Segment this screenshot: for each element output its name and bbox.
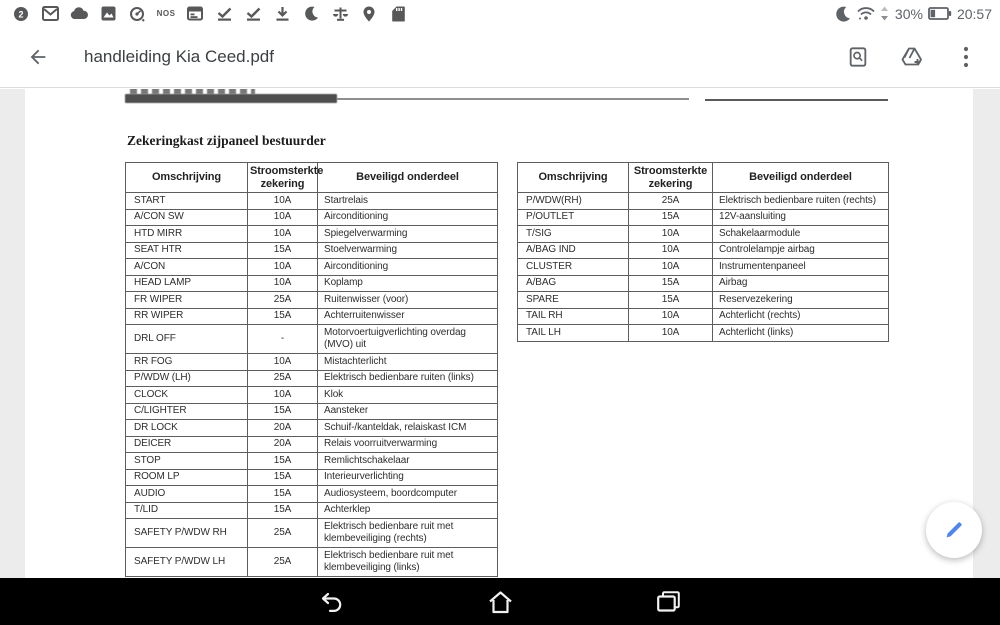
table-cell: CLUSTER bbox=[518, 259, 629, 276]
table-row bbox=[126, 469, 498, 486]
table-cell: 20A bbox=[248, 420, 318, 437]
table-cell: 10A bbox=[629, 242, 713, 259]
table-cell: 25A bbox=[248, 292, 318, 309]
table-cell: 10A bbox=[248, 354, 318, 371]
table-cell: 10A bbox=[248, 387, 318, 404]
table-row bbox=[126, 242, 498, 259]
table-cell: Elektrisch bedienbare ruiten (rechts) bbox=[713, 193, 889, 210]
svg-text:2: 2 bbox=[18, 9, 24, 19]
column-header: Omschrijving bbox=[518, 163, 629, 193]
table-cell: Aansteker bbox=[318, 403, 498, 420]
table-cell: Instrumentenpaneel bbox=[713, 259, 889, 276]
table-cell: Airconditioning bbox=[318, 259, 498, 276]
app-notification-circle-icon bbox=[12, 5, 30, 23]
table-cell: 10A bbox=[629, 308, 713, 325]
table-row bbox=[126, 193, 498, 210]
download-done-icon bbox=[273, 5, 291, 23]
table-cell: Controlelampje airbag bbox=[713, 242, 889, 259]
network-activity-icon bbox=[880, 5, 890, 23]
table-row bbox=[126, 403, 498, 420]
table-cell: 15A bbox=[248, 453, 318, 470]
table-cell: Motorvoertuigverlichting overdag (MVO) uit bbox=[318, 325, 498, 354]
table-cell: 12V-aansluiting bbox=[713, 209, 889, 226]
table-cell: HEAD LAMP bbox=[126, 275, 248, 292]
column-header: Omschrijving bbox=[126, 163, 248, 193]
table-cell: Elektrisch bedienbare ruit met klembeveiliging (rechts) bbox=[318, 519, 498, 548]
table-cell: Koplamp bbox=[318, 275, 498, 292]
table-row bbox=[518, 325, 889, 342]
table-cell: 15A bbox=[248, 308, 318, 325]
table-cell: 10A bbox=[629, 259, 713, 276]
table-row bbox=[126, 453, 498, 470]
table-row bbox=[518, 259, 889, 276]
table-cell: 15A bbox=[248, 486, 318, 503]
nos-app-icon bbox=[157, 5, 175, 23]
data-usage-icon bbox=[128, 5, 146, 23]
battery-icon bbox=[928, 5, 952, 23]
table-row bbox=[126, 502, 498, 519]
find-in-document-button[interactable] bbox=[838, 37, 878, 77]
column-header: Beveiligd onderdeel bbox=[713, 163, 889, 193]
nav-recents-button[interactable] bbox=[654, 588, 682, 616]
table-cell: 25A bbox=[248, 548, 318, 577]
table-cell: Reservezekering bbox=[713, 292, 889, 309]
table-cell: A/BAG IND bbox=[518, 242, 629, 259]
scan-rule-line bbox=[337, 98, 689, 100]
table-row bbox=[126, 325, 498, 354]
table-cell: AUDIO bbox=[126, 486, 248, 503]
table-cell: ROOM LP bbox=[126, 469, 248, 486]
table-row bbox=[126, 292, 498, 309]
table-cell: A/CON SW bbox=[126, 209, 248, 226]
check-done-icon bbox=[215, 5, 233, 23]
status-bar-system-icons bbox=[834, 5, 994, 23]
table-cell: SPARE bbox=[518, 292, 629, 309]
column-header: Stroomsterkte zekering bbox=[629, 163, 713, 193]
table-cell: FR WIPER bbox=[126, 292, 248, 309]
nos-label: NOS bbox=[156, 9, 176, 18]
edit-fab-button[interactable] bbox=[926, 502, 982, 558]
document-title: handleiding Kia Ceed.pdf bbox=[84, 47, 274, 66]
table-cell: STOP bbox=[126, 453, 248, 470]
table-row bbox=[126, 354, 498, 371]
column-header: Stroomsterkte zekering bbox=[248, 163, 318, 193]
header-row bbox=[126, 163, 498, 193]
table-cell: 20A bbox=[248, 436, 318, 453]
do-not-disturb-moon-icon bbox=[302, 5, 320, 23]
scale-icon bbox=[331, 5, 349, 23]
table-cell: 10A bbox=[248, 193, 318, 210]
add-to-drive-button[interactable] bbox=[892, 37, 932, 77]
table-cell: Audiosysteem, boordcomputer bbox=[318, 486, 498, 503]
table-cell: Elektrisch bedienbare ruiten (links) bbox=[318, 370, 498, 387]
table-cell: SEAT HTR bbox=[126, 242, 248, 259]
back-button[interactable] bbox=[14, 33, 62, 81]
gmail-icon bbox=[41, 5, 59, 23]
table-row bbox=[126, 226, 498, 243]
table-cell: Elektrisch bedienbare ruit met klembeveiliging (links) bbox=[318, 548, 498, 577]
table-cell: Airbag bbox=[713, 275, 889, 292]
fuse-table-right bbox=[517, 162, 889, 342]
table-cell: 15A bbox=[248, 469, 318, 486]
table-cell: 15A bbox=[248, 242, 318, 259]
table-cell: DR LOCK bbox=[126, 420, 248, 437]
table-row bbox=[126, 420, 498, 437]
wifi-icon bbox=[857, 5, 875, 23]
scan-rule-line bbox=[705, 99, 888, 101]
table-cell: 10A bbox=[248, 275, 318, 292]
table-cell: P/OUTLET bbox=[518, 209, 629, 226]
table-row bbox=[126, 275, 498, 292]
table-cell: Achterruitenwisser bbox=[318, 308, 498, 325]
table-row bbox=[126, 308, 498, 325]
table-cell: - bbox=[248, 325, 318, 354]
table-cell: 15A bbox=[629, 292, 713, 309]
table-cell: Klok bbox=[318, 387, 498, 404]
table-cell: Schuif-/kanteldak, relaiskast ICM bbox=[318, 420, 498, 437]
table-row bbox=[126, 259, 498, 276]
table-cell: 10A bbox=[248, 259, 318, 276]
moon-icon bbox=[834, 5, 852, 23]
table-row bbox=[518, 275, 889, 292]
android-navigation-bar bbox=[0, 578, 1000, 625]
table-cell: Startrelais bbox=[318, 193, 498, 210]
table-cell: 15A bbox=[629, 275, 713, 292]
table-cell: Stoelverwarming bbox=[318, 242, 498, 259]
table-cell: A/CON bbox=[126, 259, 248, 276]
table-row bbox=[518, 226, 889, 243]
section-heading: Zekeringkast zijpaneel bestuurder bbox=[127, 133, 326, 148]
table-row bbox=[518, 193, 889, 210]
table-row bbox=[518, 242, 889, 259]
battery-percent-label: 30% bbox=[894, 5, 923, 22]
table-cell: 25A bbox=[248, 370, 318, 387]
table-cell: 10A bbox=[629, 325, 713, 342]
check-done-icon bbox=[244, 5, 262, 23]
table-cell: Relais voorruitverwarming bbox=[318, 436, 498, 453]
table-cell: RR FOG bbox=[126, 354, 248, 371]
table-cell: A/BAG bbox=[518, 275, 629, 292]
table-cell: T/LID bbox=[126, 502, 248, 519]
status-bar bbox=[0, 0, 1000, 27]
table-cell: P/WDW(RH) bbox=[518, 193, 629, 210]
table-row bbox=[126, 209, 498, 226]
table-cell: SAFETY P/WDW RH bbox=[126, 519, 248, 548]
table-cell: 25A bbox=[248, 519, 318, 548]
sd-card-icon bbox=[389, 5, 407, 23]
table-cell: Achterlicht (rechts) bbox=[713, 308, 889, 325]
column-header: Beveiligd onderdeel bbox=[318, 163, 498, 193]
table-cell: Schakelaarmodule bbox=[713, 226, 889, 243]
nav-back-button[interactable] bbox=[318, 588, 346, 616]
table-cell: 25A bbox=[629, 193, 713, 210]
pencil-icon bbox=[943, 519, 965, 541]
photos-icon bbox=[99, 5, 117, 23]
table-cell: 10A bbox=[248, 209, 318, 226]
nav-home-button[interactable] bbox=[486, 588, 514, 616]
table-cell: RR WIPER bbox=[126, 308, 248, 325]
table-cell: 10A bbox=[629, 226, 713, 243]
table-row bbox=[126, 436, 498, 453]
table-cell: DRL OFF bbox=[126, 325, 248, 354]
table-cell: 15A bbox=[629, 209, 713, 226]
table-cell: 15A bbox=[248, 502, 318, 519]
table-cell: Interieurverlichting bbox=[318, 469, 498, 486]
scan-artifact-bar bbox=[125, 94, 337, 103]
pdf-page bbox=[25, 89, 973, 625]
table-cell: Mistachterlicht bbox=[318, 354, 498, 371]
table-cell: Ruitenwisser (voor) bbox=[318, 292, 498, 309]
table-cell: START bbox=[126, 193, 248, 210]
table-cell: P/WDW (LH) bbox=[126, 370, 248, 387]
table-cell: TAIL LH bbox=[518, 325, 629, 342]
calendar-icon bbox=[186, 5, 204, 23]
table-cell: Achterlicht (links) bbox=[713, 325, 889, 342]
table-row bbox=[126, 370, 498, 387]
app-bar-actions bbox=[838, 37, 986, 77]
table-cell: 10A bbox=[248, 226, 318, 243]
table-row bbox=[126, 548, 498, 577]
header-row bbox=[518, 163, 889, 193]
table-cell: Achterklep bbox=[318, 502, 498, 519]
table-cell: Spiegelverwarming bbox=[318, 226, 498, 243]
table-row bbox=[518, 308, 889, 325]
table-cell: Airconditioning bbox=[318, 209, 498, 226]
table-cell: DEICER bbox=[126, 436, 248, 453]
table-row bbox=[126, 486, 498, 503]
clock-label: 20:57 bbox=[956, 5, 992, 22]
table-row bbox=[126, 387, 498, 404]
table-row bbox=[518, 209, 889, 226]
location-pin-icon bbox=[360, 5, 378, 23]
table-cell: Remlichtschakelaar bbox=[318, 453, 498, 470]
table-cell: SAFETY P/WDW LH bbox=[126, 548, 248, 577]
table-cell: HTD MIRR bbox=[126, 226, 248, 243]
table-cell: CLOCK bbox=[126, 387, 248, 404]
pdf-viewer[interactable] bbox=[0, 89, 1000, 625]
fuse-table-left bbox=[125, 162, 498, 577]
table-cell: T/SIG bbox=[518, 226, 629, 243]
table-row bbox=[518, 292, 889, 309]
table-row bbox=[126, 519, 498, 548]
overflow-menu-button[interactable] bbox=[946, 37, 986, 77]
table-cell: 15A bbox=[248, 403, 318, 420]
table-cell: C/LIGHTER bbox=[126, 403, 248, 420]
status-bar-notification-icons bbox=[6, 5, 407, 23]
cloud-icon bbox=[70, 5, 88, 23]
app-bar bbox=[0, 27, 1000, 88]
table-cell: TAIL RH bbox=[518, 308, 629, 325]
